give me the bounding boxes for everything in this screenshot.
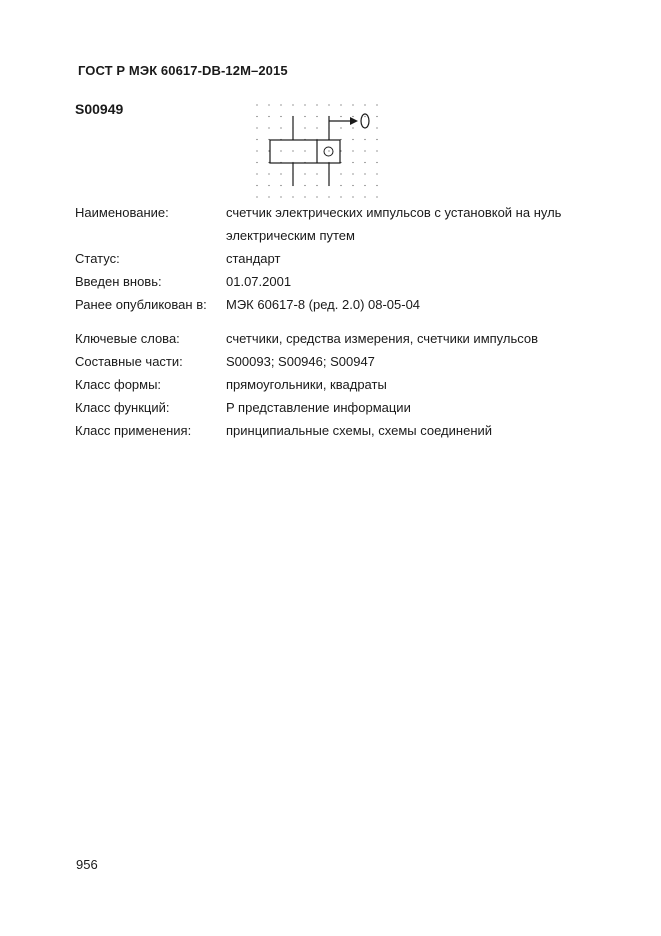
field-value: P представление информации	[226, 400, 411, 415]
page-number: 956	[76, 857, 98, 872]
field-label: Ключевые слова:	[75, 331, 180, 346]
field-label: Класс формы:	[75, 377, 162, 392]
field-label: Ранее опубликован в:	[75, 297, 207, 312]
field-label: Наименование:	[75, 205, 169, 220]
document-header: ГОСТ Р МЭК 60617-DB-12M–2015	[78, 63, 288, 78]
field-value: стандарт	[226, 251, 281, 266]
field-value: принципиальные схемы, схемы соединений	[226, 423, 493, 438]
field-value: 01.07.2001	[226, 274, 292, 289]
field-label: Введен вновь:	[75, 274, 162, 289]
field-label: Класс функций:	[75, 400, 170, 415]
field-label: Составные части:	[75, 354, 183, 369]
symbol-code: S00949	[75, 101, 124, 117]
field-value: счетчики, средства измерения, счетчики импульсов	[226, 331, 539, 346]
counter-symbol-diagram	[250, 100, 385, 200]
field-value: счетчик электрических импульсов с установкой на нуль	[226, 205, 562, 220]
field-label: Класс применения:	[75, 423, 192, 438]
field-value: МЭК 60617-8 (ред. 2.0) 08-05-04	[226, 297, 421, 312]
field-value: прямоугольники, квадраты	[226, 377, 387, 392]
field-value: электрическим путем	[226, 228, 355, 243]
field-label: Статус:	[75, 251, 120, 266]
field-value: S00093; S00946; S00947	[226, 354, 375, 369]
